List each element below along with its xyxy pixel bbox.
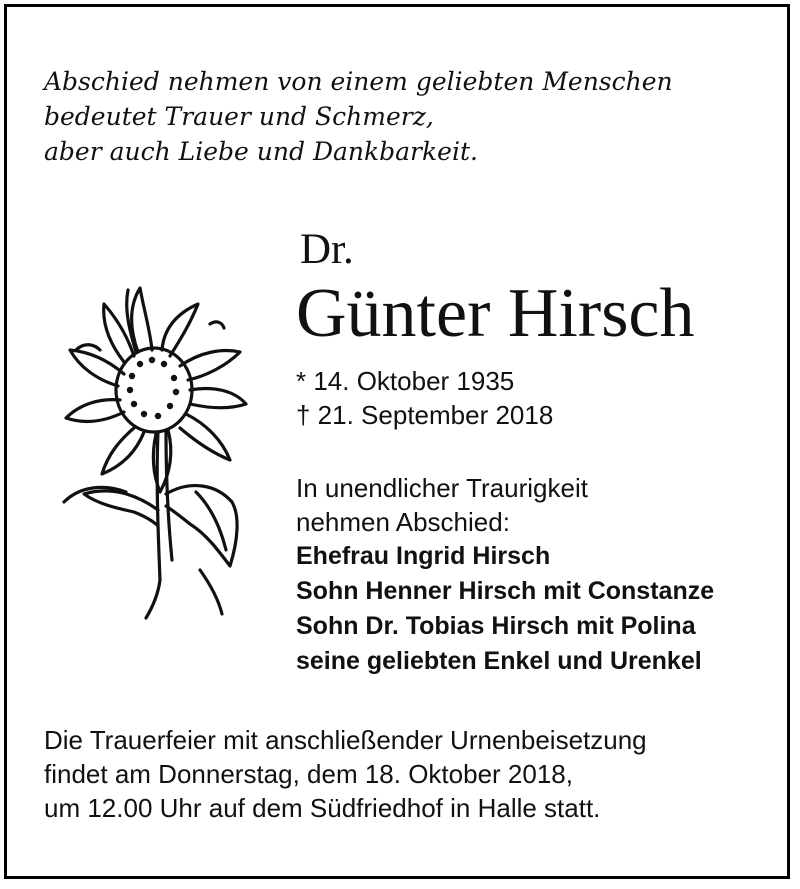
death-date: † 21. September 2018 [296,400,554,430]
mourning-line: nehmen Abschied: [296,507,510,537]
mourning-line: In unendlicher Traurigkeit [296,473,588,503]
mourner: Sohn Henner Hirsch mit Constanze [296,577,715,605]
ceremony-line: findet am Donnerstag, dem 18. Oktober 2018, [44,759,573,789]
mourner: seine geliebten Enkel und Urenkel [296,647,702,675]
mourner: Sohn Dr. Tobias Hirsch mit Polina [296,612,696,640]
quote-line: aber auch Liebe und Dankbarkeit. [44,137,478,166]
ceremony-line: um 12.00 Uhr auf dem Südfriedhof in Halle statt. [44,793,601,823]
mourners-list [296,539,714,679]
academic-title: Dr. [300,226,354,273]
sunflower-icon [40,280,260,620]
ceremony-line: Die Trauerfeier mit anschließender Urnenbeisetzung [44,725,647,755]
mourner: Ehefrau Ingrid Hirsch [296,542,551,570]
birth-date: * 14. Oktober 1935 [296,366,515,396]
quote-line: bedeutet Trauer und Schmerz, [44,102,434,131]
ceremony-info [44,723,647,825]
quote-line: Abschied nehmen von einem geliebten Menschen [44,67,673,96]
mourning-text [296,471,588,539]
life-dates [296,364,553,432]
deceased-name: Günter Hirsch [296,275,695,352]
memorial-quote [44,64,673,169]
